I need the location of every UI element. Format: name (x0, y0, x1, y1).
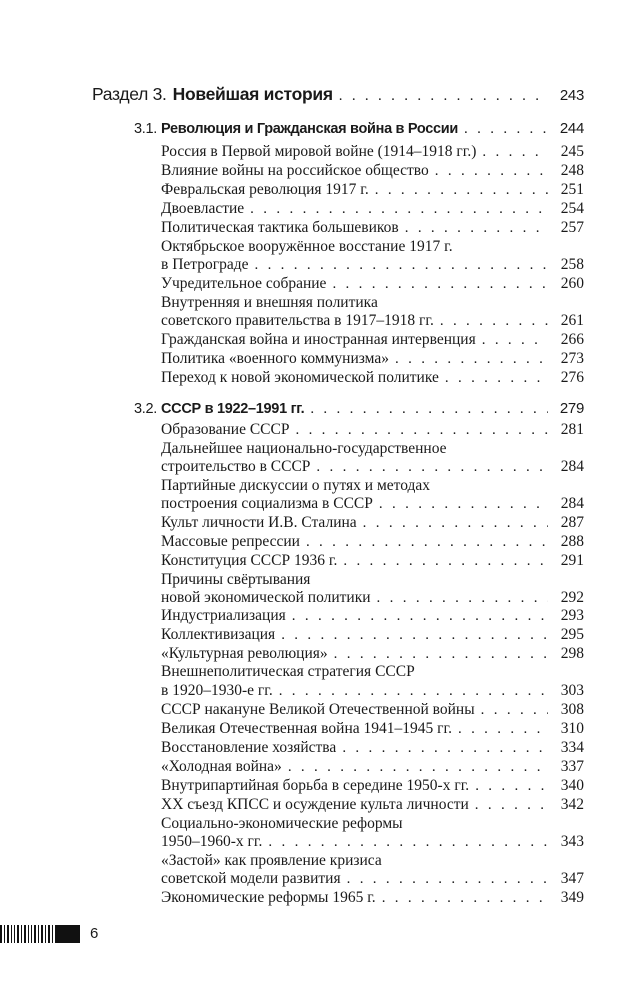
entry-title: «Застой» как проявление кризиса (161, 852, 382, 869)
toc-entry-row[interactable] (161, 777, 584, 795)
dot-leader (481, 702, 548, 719)
entry-title: Партийные дискуссии о путях и методах (161, 477, 431, 494)
toc-entry-row[interactable] (161, 645, 584, 663)
dot-leader (295, 422, 548, 439)
toc-entry-row[interactable] (161, 701, 584, 719)
toc-entry-first-line[interactable] (161, 440, 584, 458)
entry-title: СССР накануне Великой Отечественной войны (161, 701, 475, 718)
dot-leader (250, 201, 548, 218)
entry-page-number: 349 (560, 889, 584, 906)
toc-entry-row[interactable] (161, 143, 584, 161)
dot-leader (281, 627, 548, 644)
toc-entry-row[interactable] (161, 889, 584, 907)
entry-page-number: 254 (560, 200, 584, 217)
entry-page-number: 266 (560, 331, 584, 348)
dot-leader (379, 496, 548, 513)
toc-entry-row[interactable] (161, 870, 584, 888)
toc-entry-row[interactable] (161, 181, 584, 199)
entry-title: «Культурная революция» (161, 645, 328, 662)
toc-entry-first-line[interactable] (161, 815, 584, 833)
toc-entry-row[interactable] (161, 421, 584, 439)
entry-title: Февральская революция 1917 г. (161, 181, 369, 198)
toc-entry-first-line[interactable] (161, 294, 584, 312)
entry-page-number: 347 (560, 870, 584, 887)
toc-entry-row[interactable] (161, 682, 584, 700)
entry-title: в Петрограде (161, 256, 249, 273)
chapter-page-number: 279 (559, 400, 584, 417)
dot-leader (342, 740, 548, 757)
entry-page-number: 293 (560, 607, 584, 624)
toc-entry-row[interactable] (161, 796, 584, 814)
entry-title: советской модели развития (161, 870, 341, 887)
dot-leader (292, 608, 548, 625)
dot-leader (339, 88, 548, 105)
entry-title: Влияние войны на российское общество (161, 162, 429, 179)
toc-entry-row[interactable] (161, 369, 584, 387)
toc-entry-first-line[interactable] (161, 238, 584, 256)
dot-leader (363, 515, 548, 532)
entry-title: новой экономической политики (161, 589, 371, 606)
toc-entry-row[interactable] (161, 533, 584, 551)
footer-barcode-strip (0, 925, 80, 943)
chapter-title: СССР в 1922–1991 гг. (161, 401, 305, 417)
entry-title: Причины свёртывания (161, 571, 311, 588)
entry-page-number: 340 (560, 777, 584, 794)
toc-entry-row[interactable] (161, 219, 584, 237)
dot-leader (475, 778, 548, 795)
dot-leader (405, 220, 548, 237)
toc-entry-row[interactable] (161, 350, 584, 368)
dot-leader (382, 890, 548, 907)
toc-entry-row[interactable] (161, 200, 584, 218)
entry-title: Великая Отечественная война 1941–1945 гг. (161, 720, 452, 737)
entry-page-number: 248 (560, 162, 584, 179)
dot-leader (343, 553, 548, 570)
entry-page-number: 261 (560, 312, 584, 329)
entry-page-number: 291 (560, 552, 584, 569)
entry-title: Экономические реформы 1965 г. (161, 889, 376, 906)
entry-page-number: 284 (560, 458, 584, 475)
dot-leader (347, 871, 548, 888)
dot-leader (435, 163, 548, 180)
dot-leader (475, 797, 548, 814)
dot-leader (332, 276, 548, 293)
entry-title: Политика «военного коммунизма» (161, 350, 389, 367)
toc-entry-row[interactable] (161, 312, 584, 330)
section-page-number: 243 (559, 87, 584, 104)
entry-page-number: 273 (560, 350, 584, 367)
entry-title: Восстановление хозяйства (161, 739, 337, 756)
dot-leader (310, 401, 548, 418)
entry-title: Октябрьское вооружённое восстание 1917 г. (161, 238, 453, 255)
section-prefix: Раздел 3. (92, 84, 167, 104)
entry-page-number: 281 (560, 421, 584, 438)
entry-page-number: 258 (560, 256, 584, 273)
entry-page-number: 257 (560, 219, 584, 236)
toc-entry-row[interactable] (161, 552, 584, 570)
toc-entry-row[interactable] (161, 720, 584, 738)
entry-page-number: 251 (560, 181, 584, 198)
entry-title: Внутрипартийная борьба в середине 1950-х гг. (161, 777, 470, 794)
dot-leader (445, 370, 548, 387)
entry-title: Переход к новой экономической политике (161, 369, 439, 386)
toc-entry-row[interactable] (161, 331, 584, 349)
entry-title: построения социализма в СССР (161, 495, 373, 512)
toc-entry-row[interactable] (161, 458, 584, 476)
dot-leader (395, 351, 548, 368)
toc-entry-row[interactable] (161, 162, 584, 180)
entry-title: «Холодная война» (161, 758, 282, 775)
entry-page-number: 337 (560, 758, 584, 775)
entry-page-number: 343 (560, 833, 584, 850)
toc-entry-row[interactable] (161, 758, 584, 776)
toc-entry-row[interactable] (161, 833, 584, 851)
entry-page-number: 260 (560, 275, 584, 292)
toc-entry-first-line[interactable] (161, 663, 584, 681)
toc-entry-row[interactable] (161, 495, 584, 513)
entry-title: Внешнеполитическая стратегия СССР (161, 663, 415, 680)
entry-page-number: 334 (560, 739, 584, 756)
entry-title: в 1920–1930-е гг. (161, 682, 273, 699)
dot-leader (482, 332, 548, 349)
chapter-page-number: 244 (559, 120, 584, 137)
entry-title: XX съезд КПСС и осуждение культа личности (161, 796, 469, 813)
chapter-number: 3.1. (134, 121, 157, 137)
entry-title: Россия в Первой мировой войне (1914–1918 гг.) (161, 143, 477, 160)
dot-leader (316, 459, 548, 476)
dot-leader (288, 759, 548, 776)
footer-page-number: 6 (90, 925, 99, 942)
entry-title: строительство в СССР (161, 458, 311, 475)
section-title: Новейшая история (172, 84, 333, 104)
entry-page-number: 310 (560, 720, 584, 737)
toc-entry-row[interactable] (161, 739, 584, 757)
entry-title: 1950–1960-х гг. (161, 833, 263, 850)
toc-entry-row[interactable] (161, 275, 584, 293)
toc-section-row[interactable] (92, 84, 584, 105)
entry-page-number: 303 (560, 682, 584, 699)
entry-title: Социально-экономические реформы (161, 815, 403, 832)
chapter-number: 3.2. (134, 401, 157, 417)
entry-page-number: 342 (560, 796, 584, 813)
toc-entry-first-line[interactable] (161, 477, 584, 495)
entry-page-number: 245 (560, 143, 584, 160)
toc-entry-row[interactable] (161, 626, 584, 644)
entry-title: советского правительства в 1917–1918 гг. (161, 312, 434, 329)
toc-chapter-row[interactable] (134, 400, 584, 418)
toc-entry-row[interactable] (161, 256, 584, 274)
entry-title: Двоевластие (161, 200, 245, 217)
entry-page-number: 284 (560, 495, 584, 512)
entry-page-number: 287 (560, 514, 584, 531)
entry-page-number: 308 (560, 701, 584, 718)
dot-leader (440, 313, 548, 330)
toc-chapter-row[interactable] (134, 120, 584, 138)
chapter-title: Революция и Гражданская война в России (161, 121, 459, 137)
dot-leader (375, 182, 548, 199)
dot-leader (458, 721, 548, 738)
entry-title: Дальнейшее национально-государственное (161, 440, 447, 457)
entry-title: Конституция СССР 1936 г. (161, 552, 338, 569)
dot-leader (464, 121, 548, 138)
dot-leader (377, 590, 548, 607)
entry-title: Учредительное собрание (161, 275, 327, 292)
toc-entry-row[interactable] (161, 514, 584, 532)
entry-title: Индустриализация (161, 607, 286, 624)
entry-title: Гражданская война и иностранная интервенция (161, 331, 476, 348)
dot-leader (334, 646, 548, 663)
entry-page-number: 295 (560, 626, 584, 643)
dot-leader (268, 834, 548, 851)
entry-title: Массовые репрессии (161, 533, 300, 550)
entry-page-number: 288 (560, 533, 584, 550)
toc-entry-row[interactable] (161, 607, 584, 625)
dot-leader (254, 257, 548, 274)
entry-title: Политическая тактика большевиков (161, 219, 399, 236)
entry-page-number: 298 (560, 645, 584, 662)
entry-title: Внутренняя и внешняя политика (161, 294, 378, 311)
dot-leader (482, 144, 548, 161)
dot-leader (306, 534, 548, 551)
entry-page-number: 276 (560, 369, 584, 386)
entry-title: Коллективизация (161, 626, 276, 643)
toc-entry-first-line[interactable] (161, 571, 584, 589)
entry-title: Образование СССР (161, 421, 290, 438)
dot-leader (279, 683, 548, 700)
toc-entry-first-line[interactable] (161, 852, 584, 870)
entry-page-number: 292 (560, 589, 584, 606)
entry-title: Культ личности И.В. Сталина (161, 514, 357, 531)
toc-entry-row[interactable] (161, 589, 584, 607)
